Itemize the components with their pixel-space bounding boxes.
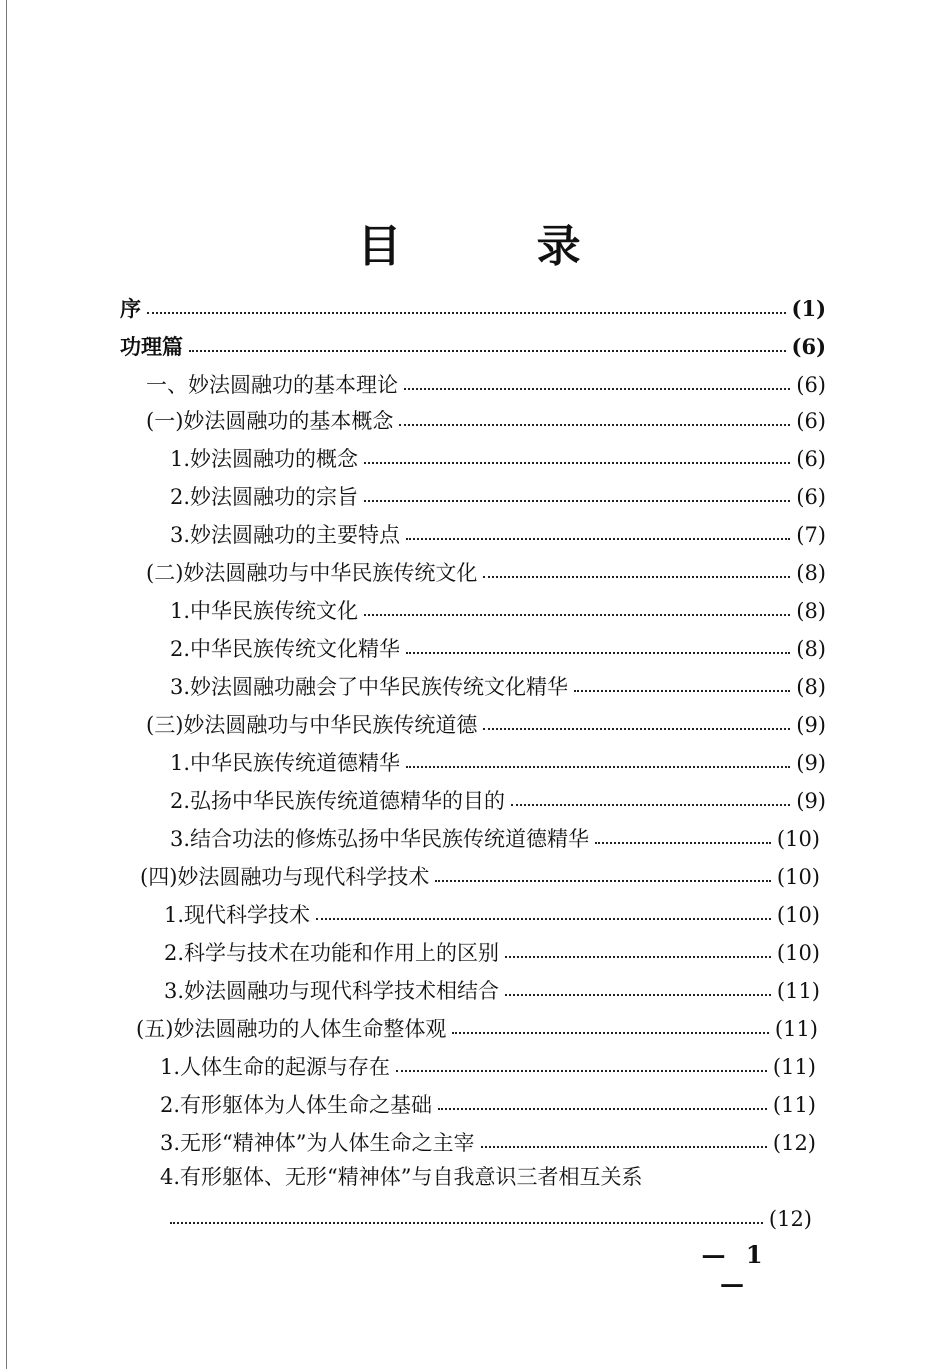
toc-entry-label: 1.中华民族传统文化 — [170, 599, 359, 623]
leader-dots — [574, 690, 790, 692]
toc-entry-page: (8) — [796, 675, 826, 699]
toc-entry[interactable] — [160, 1128, 816, 1158]
toc-entry-page: (9) — [796, 713, 826, 737]
toc-entry-page: (8) — [796, 561, 826, 585]
toc-entry-label: 2.妙法圆融功的宗旨 — [170, 485, 359, 509]
leader-dots — [396, 1070, 767, 1072]
toc-entry[interactable] — [120, 294, 826, 324]
toc-entry-label: 3.无形“精神体”为人体生命之主宰 — [160, 1131, 475, 1155]
leader-dots — [406, 652, 790, 654]
toc-entry-label: (五)妙法圆融功的人体生命整体观 — [136, 1017, 447, 1041]
toc-entry-label: 1.中华民族传统道德精华 — [170, 751, 401, 775]
leader-dots — [595, 842, 771, 844]
toc-entry-label: (三)妙法圆融功与中华民族传统道德 — [146, 713, 478, 737]
toc-entry[interactable] — [136, 1014, 818, 1044]
toc-entry-page: (12) — [772, 1131, 816, 1155]
toc-entry-label: 2.弘扬中华民族传统道德精华的目的 — [170, 789, 506, 813]
toc-entry-label: (二)妙法圆融功与中华民族传统文化 — [146, 561, 478, 585]
toc-entry[interactable] — [120, 332, 826, 362]
leader-dots — [364, 614, 790, 616]
toc-entry-page: (10) — [776, 827, 820, 851]
toc-entry-page: (6) — [796, 447, 826, 471]
toc-entry[interactable] — [146, 710, 826, 740]
page-number: — 1 — — [701, 1240, 769, 1298]
toc-entry-page: (6) — [791, 334, 826, 359]
toc-entry-page: (11) — [776, 979, 820, 1003]
leader-dots — [189, 350, 786, 352]
toc-entry-label: 功理篇 — [120, 334, 183, 359]
toc-entry-label: 1.人体生命的起源与存在 — [160, 1055, 391, 1079]
toc-entry-page: (6) — [796, 485, 826, 509]
toc-entry-page: (10) — [776, 941, 820, 965]
toc-entry[interactable] — [160, 1052, 816, 1082]
leader-dots — [147, 312, 786, 314]
toc-entry-page: (8) — [796, 599, 826, 623]
leader-dots — [452, 1032, 769, 1034]
toc-entry-label: (一)妙法圆融功的基本概念 — [146, 409, 394, 433]
toc-entry[interactable] — [164, 938, 820, 968]
toc-entry[interactable] — [170, 748, 826, 778]
toc-entry-page: (11) — [774, 1017, 818, 1041]
toc-entry[interactable] — [170, 482, 826, 512]
toc-entry-page: (1) — [791, 296, 826, 321]
leader-dots — [316, 918, 771, 920]
toc-entry-page: (7) — [796, 523, 826, 547]
leader-dots — [511, 804, 790, 806]
toc-entry[interactable] — [170, 444, 826, 474]
toc-entry[interactable] — [170, 634, 826, 664]
leader-dots — [483, 728, 790, 730]
leader-dots — [483, 576, 790, 578]
toc-entry[interactable] — [170, 1204, 812, 1234]
toc-entry[interactable] — [164, 976, 820, 1006]
toc-entry[interactable] — [164, 900, 820, 930]
leader-dots — [406, 766, 790, 768]
toc-entry-label: 2.科学与技术在功能和作用上的区别 — [164, 941, 500, 965]
toc-entry[interactable] — [170, 596, 826, 626]
page-edge-line — [6, 0, 7, 1369]
leader-dots — [406, 538, 790, 540]
toc-entry-page: (6) — [796, 373, 826, 397]
toc-entry[interactable] — [146, 370, 826, 400]
leader-dots — [170, 1222, 763, 1224]
toc-entry-label: 3.妙法圆融功与现代科学技术相结合 — [164, 979, 500, 1003]
toc-entry-label: 3.妙法圆融功融会了中华民族传统文化精华 — [170, 675, 569, 699]
leader-dots — [404, 388, 790, 390]
leader-dots — [364, 462, 790, 464]
toc-entry-label: 2.中华民族传统文化精华 — [170, 637, 401, 661]
leader-dots — [435, 880, 771, 882]
toc-entry-label[interactable]: 4.有形躯体、无形“精神体”与自我意识三者相互关系 — [160, 1165, 643, 1189]
toc-entry-label: 序 — [120, 296, 141, 321]
toc-entry-page: (11) — [772, 1055, 816, 1079]
toc-entry[interactable] — [146, 558, 826, 588]
toc-entry[interactable] — [170, 672, 826, 702]
toc-entry[interactable] — [170, 824, 820, 854]
leader-dots — [505, 994, 771, 996]
toc-entry[interactable] — [146, 406, 826, 436]
toc-entry-label: 1.妙法圆融功的概念 — [170, 447, 359, 471]
leader-dots — [481, 1146, 767, 1148]
toc-entry[interactable] — [140, 862, 820, 892]
toc-entry-page: (9) — [796, 789, 826, 813]
toc-entry-label: 1.现代科学技术 — [164, 903, 311, 927]
toc-entry-label: 3.妙法圆融功的主要特点 — [170, 523, 401, 547]
toc-entry-page: (12) — [768, 1207, 812, 1231]
toc-entry-label: (四)妙法圆融功与现代科学技术 — [140, 865, 430, 889]
toc-entry[interactable] — [170, 520, 826, 550]
leader-dots — [399, 424, 790, 426]
toc-entry-page: (6) — [796, 409, 826, 433]
leader-dots — [364, 500, 790, 502]
toc-entry[interactable] — [160, 1090, 816, 1120]
toc-entry-page: (10) — [776, 903, 820, 927]
toc-entry-page: (10) — [776, 865, 820, 889]
toc-entry-label: 2.有形躯体为人体生命之基础 — [160, 1093, 433, 1117]
toc-entry-label: 3.结合功法的修炼弘扬中华民族传统道德精华 — [170, 827, 590, 851]
leader-dots — [438, 1108, 767, 1110]
page-title: 目 录 — [357, 221, 641, 272]
toc-entry-page: (11) — [772, 1093, 816, 1117]
toc-entry[interactable] — [170, 786, 826, 816]
toc-entry-page: (8) — [796, 637, 826, 661]
toc-entry-label: 一、妙法圆融功的基本理论 — [146, 373, 398, 397]
leader-dots — [505, 956, 771, 958]
toc-entry-page: (9) — [796, 751, 826, 775]
